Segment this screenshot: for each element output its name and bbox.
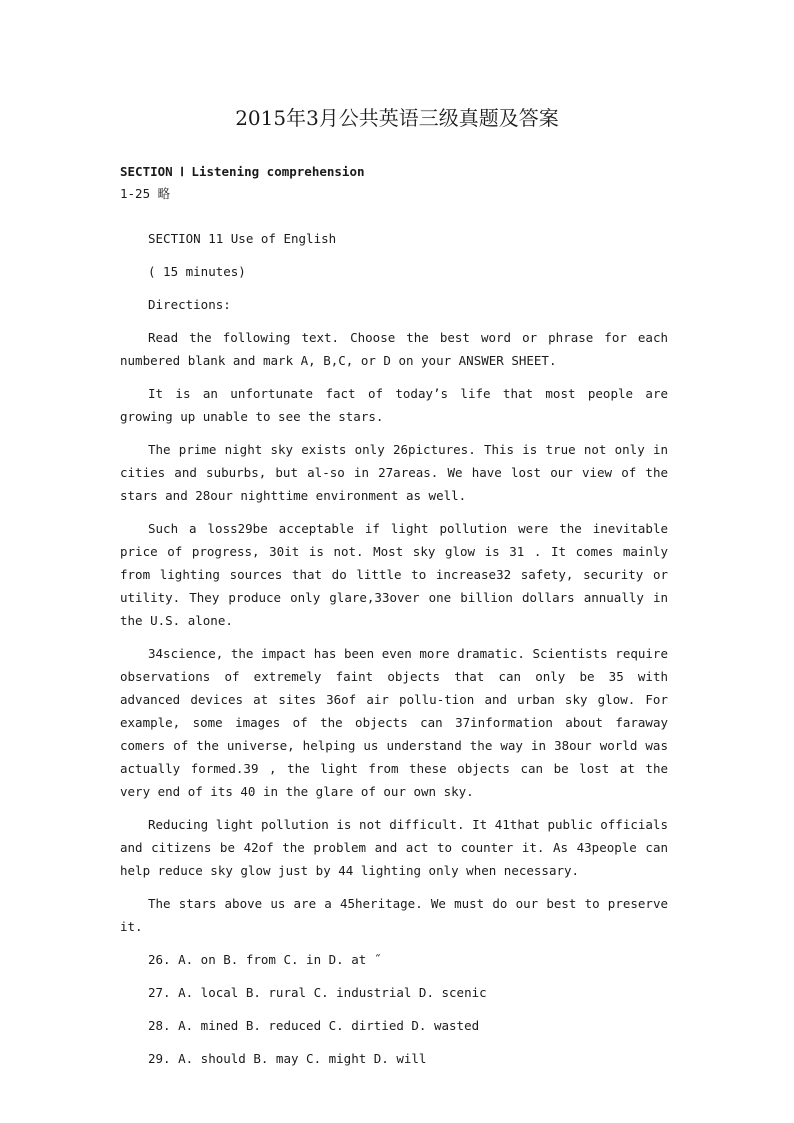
time-note: ( 15 minutes) [148,264,246,279]
paragraph-2: The prime night sky exists only 26pictures. This is true not only in cities and suburbs, but al-so in 27areas. We have lost our view of the stars and 28our nighttime environment as well. [120,442,668,503]
section-1-note: 1-25 略 [120,186,171,201]
document-title: 2015年3月公共英语三级真题及答案 [235,106,559,130]
question-27-options: 27. A. local B. rural C. industrial D. scenic [148,985,487,1000]
document-body [120,161,668,1070]
paragraph-6: The stars above us are a 45heritage. We must do our best to preserve it. [120,896,668,934]
question-29-options: 29. A. should B. may C. might D. will [148,1051,427,1066]
section-2-heading: SECTION 11 Use of English [148,231,337,246]
paragraph-3: Such a loss29be acceptable if light pollution were the inevitable price of progress, 30it is not. Most sky glow is 31 . It comes mainly from lighting sources that do little to increase32 safety, security or utility. They produce only glare,33over one billion dollars annually in the U.S. alone. [120,521,668,628]
paragraph-instructions: Read the following text. Choose the best word or phrase for each numbered blank and mark A, B,C, or D on your ANSWER SHEET. [120,330,668,368]
question-28-options: 28. A. mined B. reduced C. dirtied D. wasted [148,1018,480,1033]
paragraph-5: Reducing light pollution is not difficult. It 41that public officials and citizens be 42of the problem and act to counter it. As 43people can help reduce sky glow just by 44 lighting only when necessary. [120,817,668,878]
directions-label: Directions: [148,297,231,312]
section-1-heading: SECTION Ⅰ Listening comprehension [120,164,365,179]
paragraph-1: It is an unfortunate fact of today’s life that most people are growing up unable to see the stars. [120,386,668,424]
paragraph-4: 34science, the impact has been even more dramatic. Scientists require observations of extremely faint objects that can only be 35 with advanced devices at sites 36of air pollu-tion and urban sky glow. For example, some images of the objects can 37information about faraway comers of the universe, helping us understand the way in 38our world was actually formed.39 , the light from these objects can be lost at the very end of its 40 in the glare of our own sky. [120,646,668,799]
question-26-options: 26. A. on B. from C. in D. at ˝ [148,952,382,967]
